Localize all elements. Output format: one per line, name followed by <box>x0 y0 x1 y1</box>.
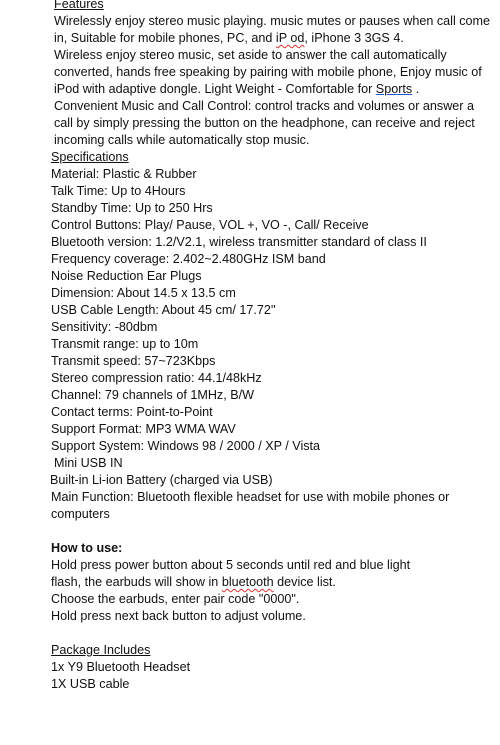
specifications-heading: Specifications <box>51 150 129 164</box>
main-function-paragraph: Main Function: Bluetooth flexible headset for use with mobile phones or computers <box>51 490 450 521</box>
bluetooth-misspelled-word: bluetooth <box>221 575 274 589</box>
spec-item: Stereo compression ratio: 44.1/48kHz <box>51 371 262 385</box>
spec-item: Mini USB IN <box>54 456 123 470</box>
features-paragraph-3: Convenient Music and Call Control: control tracks and volumes or answer a call by simply pressing the button on the headphone, can receive and reject incoming calls while automatically stop music. <box>54 99 475 147</box>
spec-item: USB Cable Length: About 45 cm/ 17.72'' <box>51 303 276 317</box>
spec-item: Transmit range: up to 10m <box>51 337 199 351</box>
spec-item: Transmit speed: 57~723Kbps <box>51 354 216 368</box>
how-to-use-line: flash, the earbuds will show in bluetooth device list. <box>51 575 336 589</box>
how-to-use-line: Hold press next back button to adjust volume. <box>51 609 306 623</box>
battery-line: Built-in Li-ion Battery (charged via USB) <box>50 473 273 487</box>
package-item: 1X USB cable <box>51 677 130 691</box>
how-to-use-line: Hold press power button about 5 seconds until red and blue light <box>51 558 411 572</box>
spec-item: Channel: 79 channels of 1MHz, B/W <box>51 388 255 402</box>
spec-item: Bluetooth version: 1.2/V2.1, wireless transmitter standard of class II <box>51 235 427 249</box>
how-to-use-line: Choose the earbuds, enter pair code "0000". <box>51 592 300 606</box>
package-item: 1x Y9 Bluetooth Headset <box>51 660 191 674</box>
spec-item: Contact terms: Point-to-Point <box>51 405 213 419</box>
features-paragraph-1: Wirelessly enjoy stereo music playing. music mutes or pauses when call come in, Suitable for mobile phones, PC, and iP od, iPhone 3 3GS 4. <box>54 14 491 45</box>
spec-item: Support Format: MP3 WMA WAV <box>51 422 236 436</box>
spec-item: Dimension: About 14.5 x 13.5 cm <box>51 286 236 300</box>
spec-item: Standby Time: Up to 250 Hrs <box>51 201 213 215</box>
spec-item: Control Buttons: Play/ Pause, VOL +, VO -, Call/ Receive <box>51 218 369 232</box>
spec-item: Frequency coverage: 2.402~2.480GHz ISM band <box>51 252 326 266</box>
how-to-use-heading: How to use: <box>51 541 123 555</box>
sports-underlined-word: Sports <box>375 82 413 96</box>
spec-item: Material: Plastic & Rubber <box>51 167 197 181</box>
spec-item: Support System: Windows 98 / 2000 / XP / Vista <box>51 439 321 453</box>
features-paragraph-2: Wireless enjoy stereo music, set aside to answer the call automatically converted, hands free speaking by pairing with mobile phone, Enjoy music of iPod with adaptive dongle. Light Weight - Comfortable for Sports . <box>54 48 482 96</box>
spec-item: Noise Reduction Ear Plugs <box>51 269 202 283</box>
ipod-misspelled-word: iP od <box>275 31 305 45</box>
spec-item: Talk Time: Up to 4Hours <box>51 184 186 198</box>
spec-item: Sensitivity: -80dbm <box>51 320 158 334</box>
package-includes-heading: Package Includes <box>51 643 151 657</box>
features-heading: Features <box>54 0 104 11</box>
specifications-list <box>0 166 500 472</box>
